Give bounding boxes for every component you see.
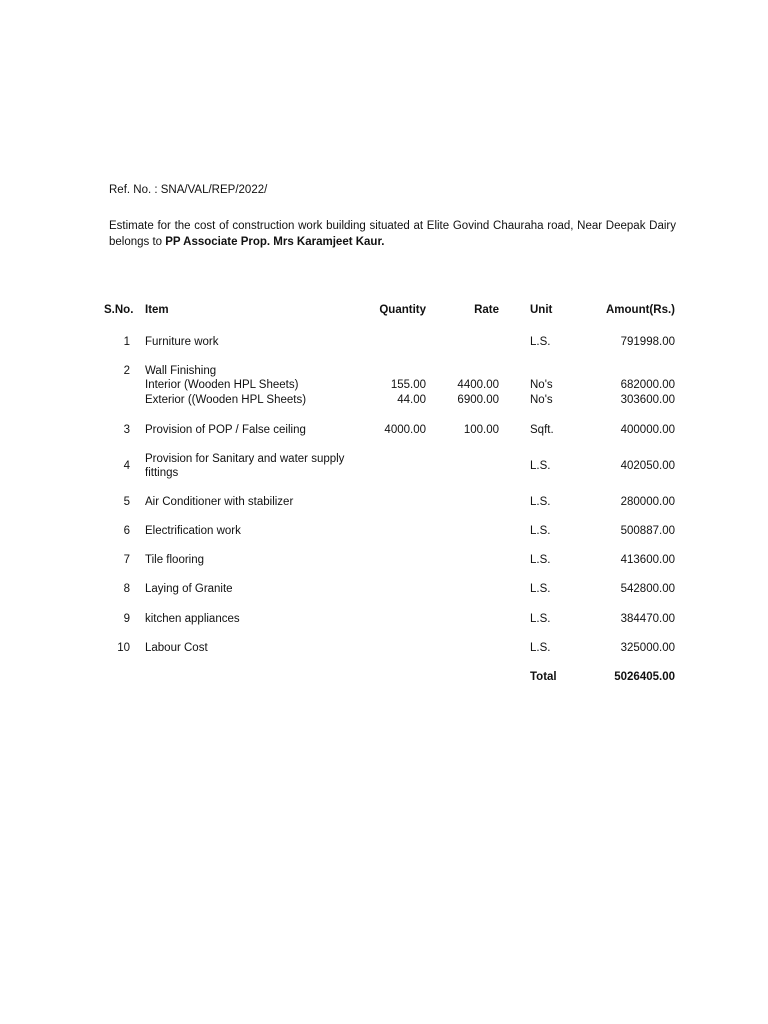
header-unit: Unit [530, 304, 553, 316]
row-5-unit: L.S. [530, 496, 551, 508]
row-6-item: Electrification work [145, 525, 241, 537]
row-1-sno: 1 [123, 336, 130, 348]
row-8-amount: 542800.00 [620, 583, 675, 595]
row-1-amount: 791998.00 [620, 336, 675, 348]
intro-line-1: Estimate for the cost of construction work building situated at Elite Govind Chauraha road, Near Deepak Dairy [109, 220, 676, 232]
row-5-amount: 280000.00 [620, 496, 675, 508]
row-3-amount: 400000.00 [620, 424, 675, 436]
row-10-sno: 10 [117, 642, 130, 654]
row-2b-unit: No's [530, 394, 553, 406]
owner-name: PP Associate Prop. Mrs Karamjeet Kaur. [165, 235, 385, 248]
row-6-unit: L.S. [530, 525, 551, 537]
row-6-sno: 6 [123, 525, 130, 537]
row-10-amount: 325000.00 [620, 642, 675, 654]
row-3-sno: 3 [123, 424, 130, 436]
row-1-unit: L.S. [530, 336, 551, 348]
row-3-item: Provision of POP / False ceiling [145, 424, 306, 436]
row-7-sno: 7 [123, 554, 130, 566]
row-5-item: Air Conditioner with stabilizer [145, 496, 294, 508]
header-item: Item [145, 304, 169, 316]
header-amount: Amount(Rs.) [606, 304, 675, 316]
row-2-sno: 2 [123, 365, 130, 377]
row-2a-unit: No's [530, 379, 553, 391]
row-4-item-line-2: fittings [145, 467, 179, 479]
reference-number: Ref. No. : SNA/VAL/REP/2022/ [109, 184, 268, 196]
row-5-sno: 5 [123, 496, 130, 508]
row-4-item-line-1: Provision for Sanitary and water supply [145, 453, 345, 465]
intro-line-2-prefix: belongs to [109, 235, 166, 248]
row-9-item: kitchen appliances [145, 613, 240, 625]
row-2a-quantity: 155.00 [390, 379, 426, 391]
row-4-amount: 402050.00 [620, 460, 675, 472]
row-3-unit: Sqft. [530, 424, 554, 436]
row-9-amount: 384470.00 [620, 613, 675, 625]
row-9-sno: 9 [123, 613, 130, 625]
row-10-unit: L.S. [530, 642, 551, 654]
row-2a-rate: 4400.00 [457, 379, 499, 391]
row-10-item: Labour Cost [145, 642, 208, 654]
total-amount: 5026405.00 [614, 671, 675, 683]
row-8-unit: L.S. [530, 583, 551, 595]
total-label: Total [530, 671, 557, 683]
header-rate: Rate [474, 304, 499, 316]
row-2-item: Wall Finishing [145, 365, 217, 377]
row-2b-quantity: 44.00 [397, 394, 426, 406]
row-4-unit: L.S. [530, 460, 551, 472]
header-quantity: Quantity [379, 304, 426, 316]
row-7-item: Tile flooring [145, 554, 205, 566]
row-8-sno: 8 [123, 583, 130, 595]
row-2a-amount: 682000.00 [620, 379, 675, 391]
row-6-amount: 500887.00 [620, 525, 675, 537]
row-2b-rate: 6900.00 [457, 394, 499, 406]
row-8-item: Laying of Granite [145, 583, 233, 595]
row-2a-item: Interior (Wooden HPL Sheets) [145, 379, 299, 391]
row-4-sno: 4 [123, 460, 130, 472]
row-9-unit: L.S. [530, 613, 551, 625]
row-3-quantity: 4000.00 [384, 424, 426, 436]
row-7-amount: 413600.00 [620, 554, 675, 566]
header-sno: S.No. [104, 304, 134, 316]
row-2b-amount: 303600.00 [620, 394, 675, 406]
row-7-unit: L.S. [530, 554, 551, 566]
row-3-rate: 100.00 [463, 424, 499, 436]
row-2b-item: Exterior ((Wooden HPL Sheets) [145, 394, 307, 406]
row-1-item: Furniture work [145, 336, 219, 348]
